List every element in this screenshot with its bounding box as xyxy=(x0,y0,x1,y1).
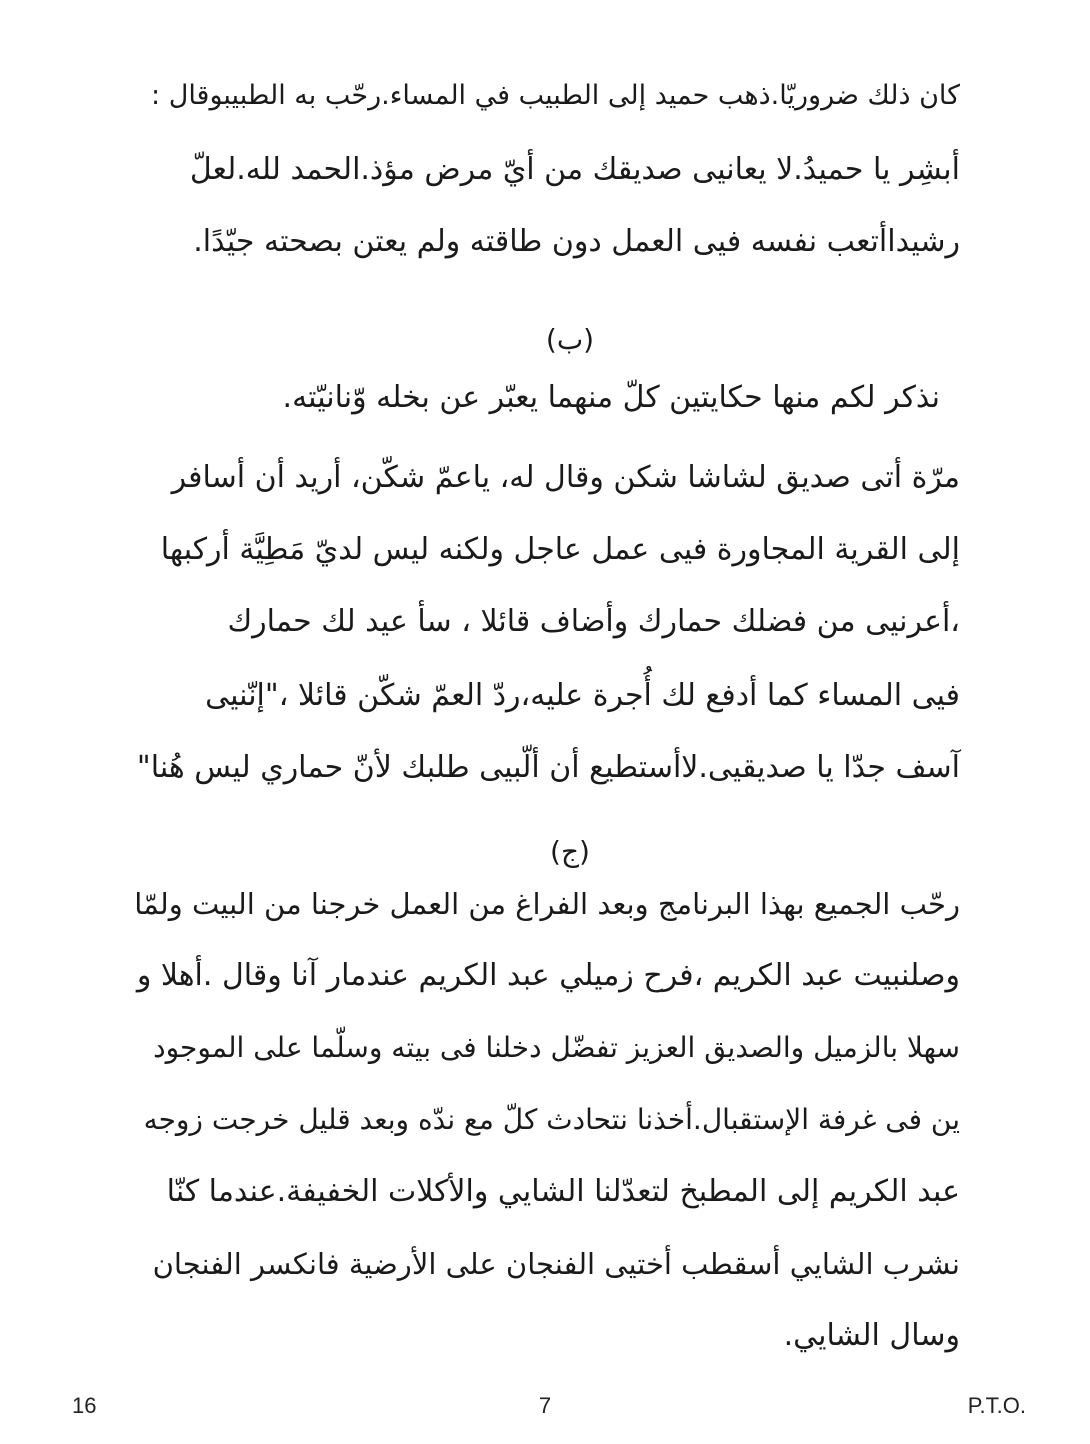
text-line: وسال الشايي. xyxy=(783,1318,960,1353)
text-line: ،أعرنيى من فضلك حمارك وأضاف قائلا ، سأ عيد لك حمارك xyxy=(227,604,960,639)
text-line: مرّة أتى صديق لشاشا شكن وقال له، ياعمّ شكّن، أريد أن أسافر xyxy=(171,460,960,495)
text-line: رشيداأتعب نفسه فيى العمل دون طاقته ولم يعتن بصحته جيّدًا. xyxy=(193,224,960,259)
text-line: إلى القرية المجاورة فيى عمل عاجل ولكنه ليس لديّ مَطِيَّة أركبها xyxy=(160,532,960,567)
text-line: نذكر لكم منها حكايتين كلّ منهما يعبّر عن بخله وّنانيّته. xyxy=(282,380,940,415)
text-line: عبد الكريم إلى المطبخ لتعدّلنا الشايي والأكلات الخفيفة.عندما كنّا xyxy=(166,1174,960,1209)
pto-label: P.T.O. xyxy=(967,1393,1026,1418)
section-heading-b: (ب) xyxy=(545,323,595,356)
page-number: 7 xyxy=(538,1393,552,1418)
footer-code: 16 xyxy=(72,1393,97,1418)
text-line: ين فى غرفة الإستقبال.أخذنا نتحادث كلّ مع ندّه وبعد قليل خرجت زوجه xyxy=(143,1103,960,1136)
text-line: رحّب الجميع بهذا البرنامج وبعد الفراغ من العمل خرجنا من البيت ولمّا xyxy=(134,887,960,921)
text-line: سهلا بالزميل والصديق العزيز تفضّل دخلنا فى بيته وسلّما على الموجود xyxy=(153,1031,960,1064)
text-line: أبشِر يا حميدُ.لا يعانيى صديقك من أيّ مرض مؤذ.الحمد لله.لعلّ xyxy=(189,152,960,187)
text-line: فيى المساء كما أدفع لك أُجرة عليه،ردّ العمّ شكّن قائلا ،"إنّنيى xyxy=(205,678,960,713)
section-heading-c: (ج) xyxy=(550,835,590,868)
text-line: نشرب الشايي أسقطب أختيى الفنجان على الأرضية فانكسر الفنجان xyxy=(152,1247,960,1281)
text-line: وصلنبيت عبد الكريم ،فرح زميلي عبد الكريم عندمار آنا وقال .أهلا و xyxy=(136,958,960,993)
text-line: كان ذلك ضروريّا.ذهب حميد إلى الطبيب في المساء.رحّب به الطبيبوقال : xyxy=(151,80,960,111)
text-line: آسف جدّا يا صديقيى.لاأستطيع أن ألّبيى طلبك لأنّ حماري ليس هُنا" xyxy=(136,750,960,785)
